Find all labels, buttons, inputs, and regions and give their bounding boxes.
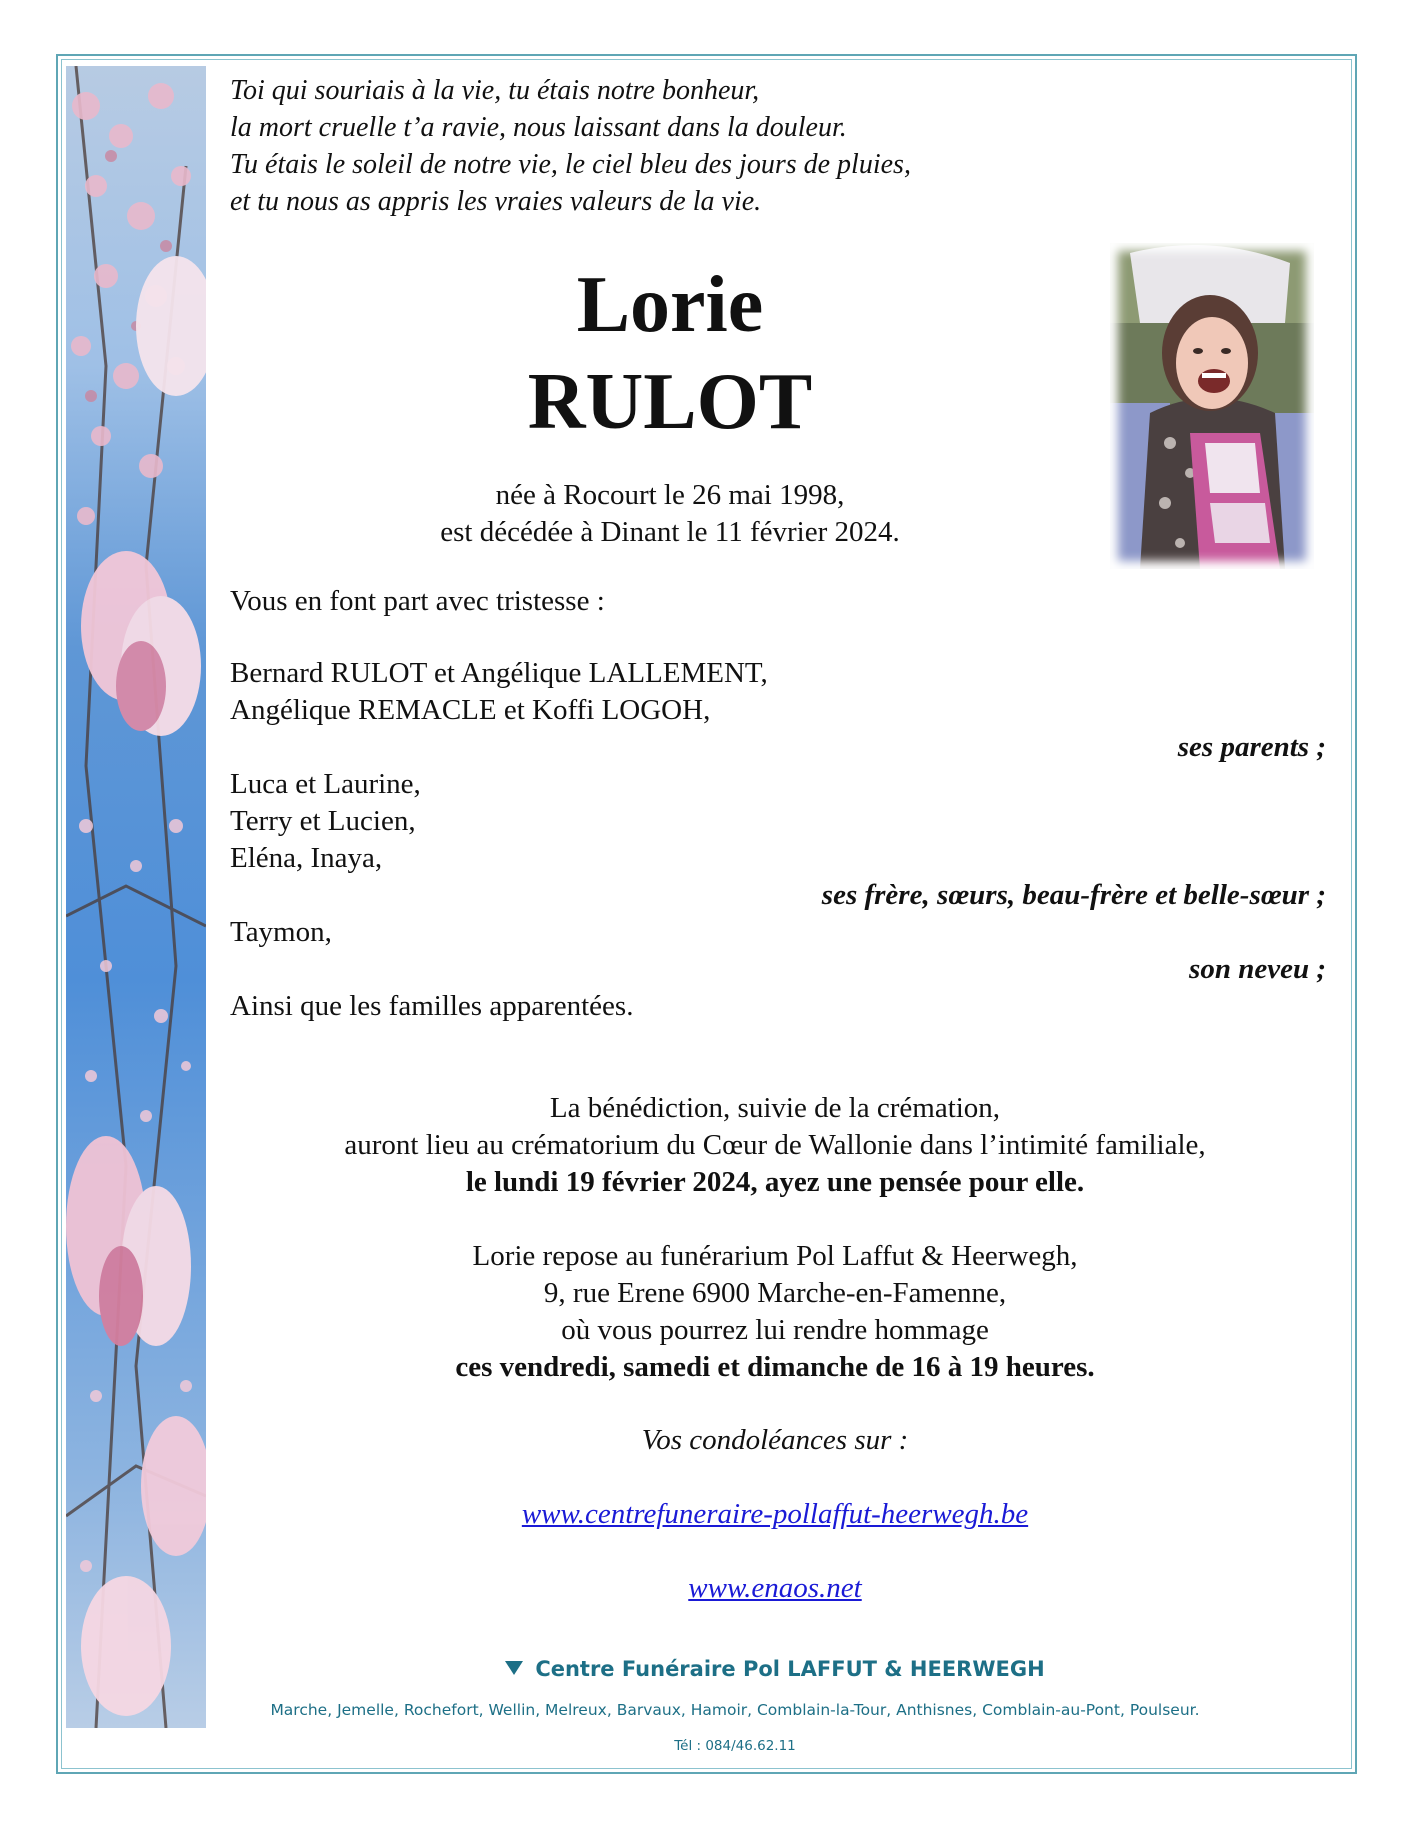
ceremony-line-2: auront lieu au crématorium du Cœur de Wallonie dans l’intimité familiale, xyxy=(344,1129,1206,1161)
parents-role: ses parents ; xyxy=(1177,731,1326,763)
parents-line-2: Angélique REMACLE et Koffi LOGOH, xyxy=(230,694,711,726)
birth-line: née à Rocourt le 26 mai 1998, xyxy=(495,479,845,511)
enaos-link-wrapper xyxy=(230,1570,1320,1607)
opening-poem xyxy=(230,72,911,220)
footer-towns: Marche, Jemelle, Rochefort, Wellin, Melreux, Barvaux, Hamoir, Comblain-la-Tour, Anthisnes, Comblain-au-Pont, Poulseur. xyxy=(270,1701,1200,1719)
visitation-line-2: 9, rue Erene 6900 Marche-en-Famenne, xyxy=(543,1277,1007,1309)
poem-line: la mort cruelle t’a ravie, nous laissant dans la douleur. xyxy=(230,112,847,143)
visitation-block xyxy=(230,1238,1320,1386)
portrait-photo xyxy=(1110,243,1314,569)
footer-company xyxy=(230,1657,1320,1681)
triangle-down-icon xyxy=(505,1661,523,1675)
death-line: est décédée à Dinant le 11 février 2024. xyxy=(440,516,900,548)
siblings-line-3: Eléna, Inaya, xyxy=(230,842,383,874)
nephew-role: son neveu ; xyxy=(1189,953,1326,985)
nephew-line: Taymon, xyxy=(230,916,332,948)
siblings-line-2: Terry et Lucien, xyxy=(230,805,416,837)
poem-line: Tu étais le soleil de notre vie, le ciel bleu des jours de pluies, xyxy=(230,149,911,180)
deceased-first-name: Lorie xyxy=(576,261,764,349)
announcement-intro: Vous en font part avec tristesse : xyxy=(230,585,605,617)
condolences-link-wrapper xyxy=(230,1496,1320,1533)
enaos-website-link[interactable]: www.enaos.net xyxy=(688,1572,862,1604)
ceremony-line-1: La bénédiction, suivie de la crémation, xyxy=(549,1092,1001,1124)
footer-company-name: Centre Funéraire Pol LAFFUT & HEERWEGH xyxy=(535,1657,1045,1681)
visitation-line-1: Lorie repose au funérarium Pol Laffut & Heerwegh, xyxy=(472,1240,1078,1272)
siblings-line-1: Luca et Laurine, xyxy=(230,768,421,800)
ceremony-date-line: le lundi 19 février 2024, ayez une pensée pour elle. xyxy=(465,1166,1085,1198)
poem-line: et tu nous as appris les vraies valeurs de la vie. xyxy=(230,186,762,217)
footer-phone: Tél : 084/46.62.11 xyxy=(674,1738,796,1754)
parents-line-1: Bernard RULOT et Angélique LALLEMENT, xyxy=(230,657,768,689)
funeral-home-website-link[interactable]: www.centrefuneraire-pollaffut-heerwegh.be xyxy=(521,1498,1029,1530)
magnolia-strip-image xyxy=(66,66,206,1728)
families-line: Ainsi que les familles apparentées. xyxy=(230,990,634,1022)
dates-block xyxy=(230,477,1110,551)
siblings-role: ses frère, sœurs, beau-frère et belle-sœur ; xyxy=(821,879,1326,911)
visitation-hours-line: ces vendredi, samedi et dimanche de 16 à 19 heures. xyxy=(455,1351,1095,1383)
deceased-last-name: RULOT xyxy=(527,358,813,446)
ceremony-block xyxy=(230,1090,1320,1201)
condolences-label: Vos condoléances sur : xyxy=(641,1424,909,1456)
visitation-line-3: où vous pourrez lui rendre hommage xyxy=(561,1314,989,1346)
poem-line: Toi qui souriais à la vie, tu étais notre bonheur, xyxy=(230,75,760,106)
